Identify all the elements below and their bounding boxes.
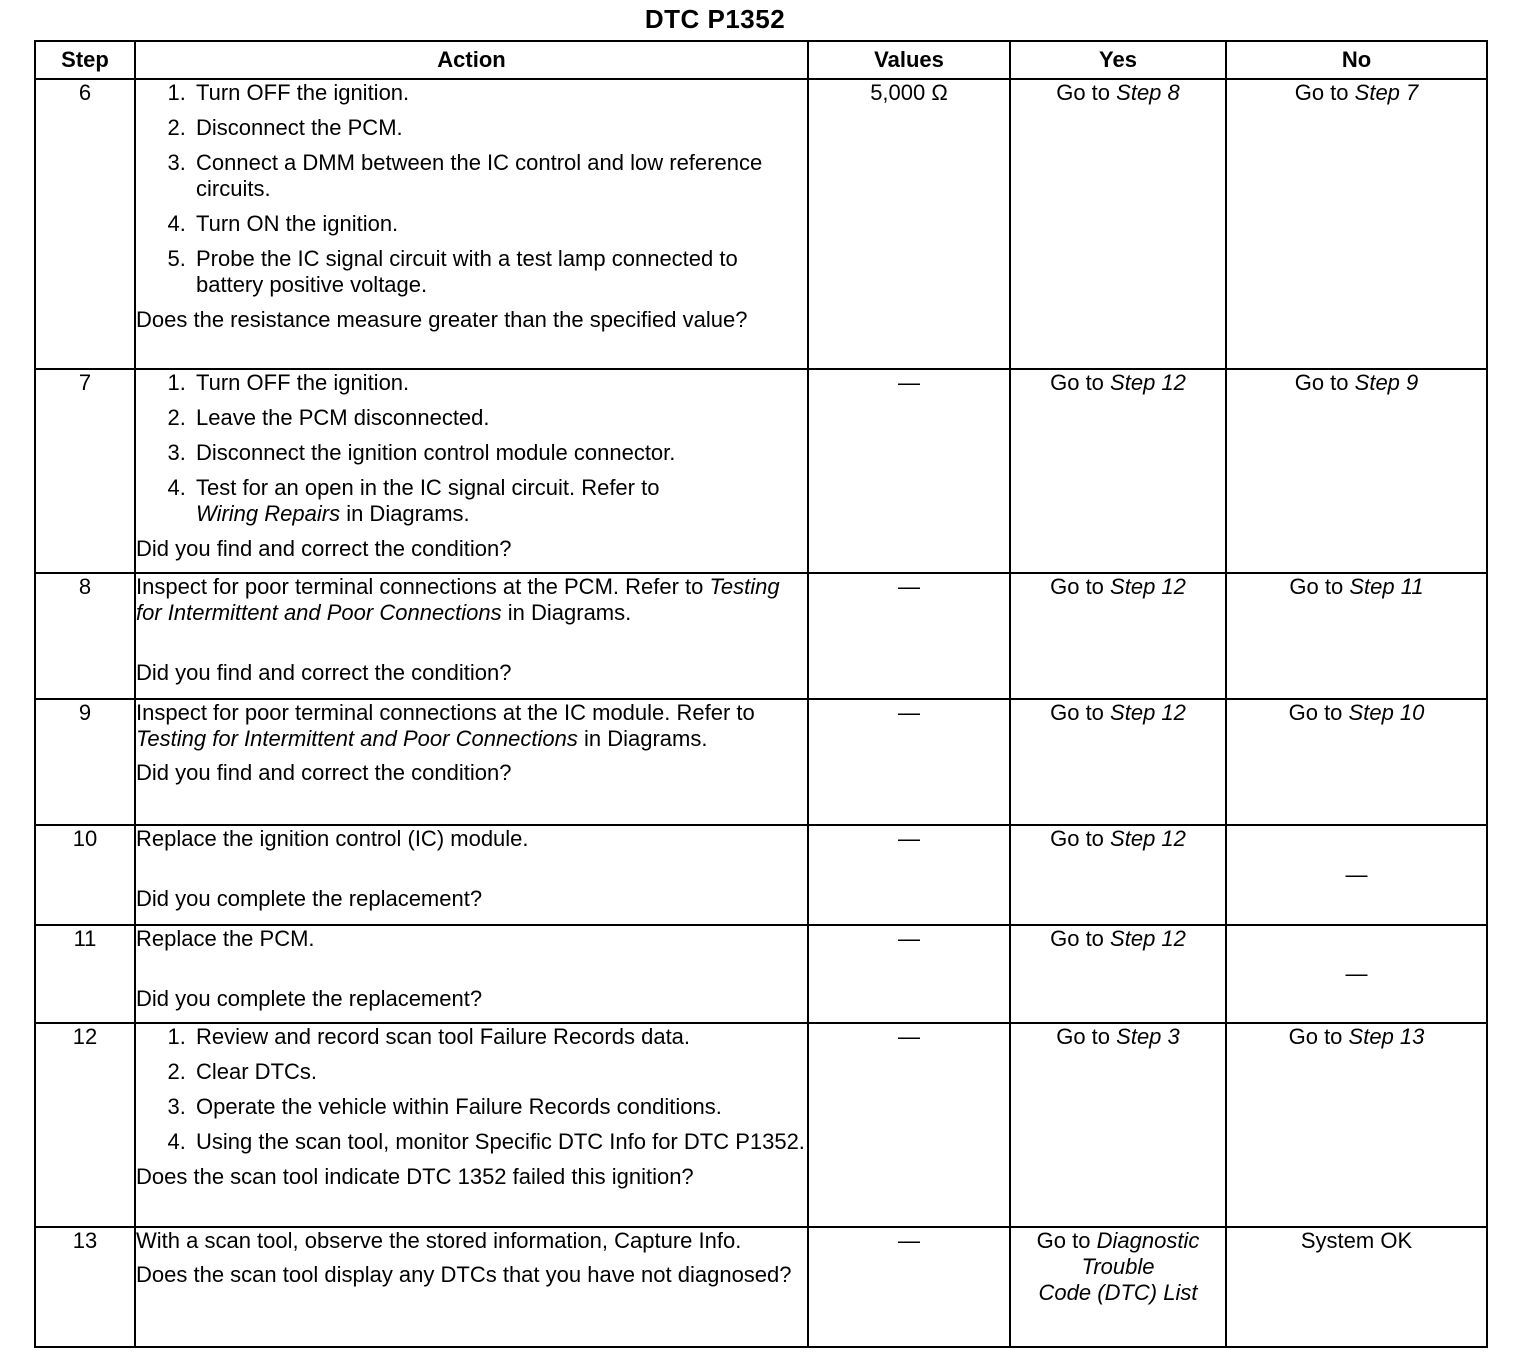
- action-cell: [135, 699, 808, 825]
- step-link[interactable]: Step 12: [1110, 370, 1186, 395]
- step-link[interactable]: Step 13: [1348, 1024, 1425, 1049]
- step-number: 11: [35, 925, 135, 1023]
- values-cell: —: [808, 369, 1010, 573]
- action-cell: [135, 1023, 808, 1227]
- table-row: [35, 573, 1487, 699]
- action-step: 3. Operate the vehicle within Failure Records conditions.: [192, 1094, 807, 1120]
- reference-title[interactable]: Testing for Intermittent and Poor Connections: [136, 574, 780, 625]
- step-number: 12: [35, 1023, 135, 1227]
- action-step: 1. Review and record scan tool Failure Records data.: [192, 1024, 807, 1050]
- header-step: Step: [35, 41, 135, 79]
- action-text: Replace the ignition control (IC) module.: [136, 826, 529, 851]
- no-cell: System OK: [1226, 1227, 1487, 1347]
- no-cell: —: [1226, 925, 1487, 1023]
- action-cell: [135, 573, 808, 699]
- action-step: 3. Disconnect the ignition control module connector.: [192, 440, 807, 466]
- action-question: Did you find and correct the condition?: [136, 660, 512, 685]
- values-cell: 5,000 Ω: [808, 79, 1010, 369]
- step-link[interactable]: Step 12: [1110, 574, 1186, 599]
- spacer: [136, 952, 807, 986]
- values-cell: —: [808, 699, 1010, 825]
- go-to-label: Go to: [1294, 80, 1349, 105]
- action-cell: [135, 1227, 808, 1347]
- action-question: Did you find and correct the condition?: [136, 760, 512, 785]
- go-to-label: Go to: [1050, 700, 1104, 725]
- action-step-text: Test for an open in the IC signal circuit. Refer to: [196, 475, 660, 500]
- go-to-label: Go to: [1050, 826, 1104, 851]
- table-row: [35, 369, 1487, 573]
- action-text-part: in Diagrams.: [501, 600, 632, 625]
- yes-cell: [1010, 1227, 1226, 1347]
- header-action: Action: [135, 41, 808, 79]
- table-row: [35, 825, 1487, 925]
- action-steps: [136, 80, 807, 298]
- action-question: Did you complete the replacement?: [136, 986, 483, 1011]
- step-link[interactable]: Step 12: [1110, 926, 1186, 951]
- step-number: 8: [35, 573, 135, 699]
- spacer: [136, 626, 807, 660]
- header-yes: Yes: [1010, 41, 1226, 79]
- yes-cell: [1010, 369, 1226, 573]
- yes-cell: [1010, 1023, 1226, 1227]
- step-link[interactable]: Step 11: [1349, 574, 1424, 599]
- step-number: 7: [35, 369, 135, 573]
- action-steps: [136, 1024, 807, 1155]
- reference-title[interactable]: Wiring Repairs: [196, 501, 341, 526]
- go-to-label: Go to: [1288, 1024, 1343, 1049]
- action-text-part: Inspect for poor terminal connections at the PCM. Refer to: [136, 574, 710, 599]
- action-step: 2. Clear DTCs.: [192, 1059, 807, 1085]
- no-cell: —: [1226, 825, 1487, 925]
- reference-title[interactable]: Testing for Intermittent and Poor Connections: [136, 726, 578, 751]
- go-to-label: Go to: [1288, 700, 1343, 725]
- values-cell: —: [808, 925, 1010, 1023]
- action-step: [192, 475, 807, 527]
- action-step: 1. Turn OFF the ignition.: [192, 370, 807, 396]
- yes-cell: [1010, 825, 1226, 925]
- go-to-label: Go to: [1050, 370, 1104, 395]
- action-step: 2. Disconnect the PCM.: [192, 115, 807, 141]
- yes-cell: [1010, 699, 1226, 825]
- no-cell: [1226, 573, 1487, 699]
- spacer: [136, 1254, 807, 1262]
- go-to-label: Go to: [1056, 1024, 1111, 1049]
- action-question: Did you complete the replacement?: [136, 886, 483, 911]
- action-question: Does the resistance measure greater than the specified value?: [136, 307, 748, 332]
- no-cell: [1226, 699, 1487, 825]
- action-step: 3. Connect a DMM between the IC control and low reference circuits.: [192, 150, 807, 202]
- step-number: 9: [35, 699, 135, 825]
- no-cell: [1226, 369, 1487, 573]
- go-to-label: Go to: [1036, 1228, 1091, 1253]
- action-question: Did you find and correct the condition?: [136, 536, 512, 561]
- action-text: [136, 574, 807, 626]
- values-cell: —: [808, 573, 1010, 699]
- go-to-label: Go to: [1050, 926, 1104, 951]
- yes-cell: [1010, 573, 1226, 699]
- spacer: [136, 852, 807, 886]
- header-values: Values: [808, 41, 1010, 79]
- values-cell: —: [808, 825, 1010, 925]
- go-to-label: Go to: [1050, 574, 1104, 599]
- values-cell: —: [808, 1227, 1010, 1347]
- table-row: [35, 79, 1487, 369]
- reference-tail: in Diagrams.: [340, 501, 470, 526]
- action-steps: [136, 370, 807, 527]
- table-row: [35, 1227, 1487, 1347]
- action-text: Replace the PCM.: [136, 926, 315, 951]
- action-cell: [135, 369, 808, 573]
- action-question: Does the scan tool indicate DTC 1352 failed this ignition?: [136, 1164, 694, 1189]
- reference-link[interactable]: Trouble: [1081, 1254, 1155, 1279]
- step-link[interactable]: Step 9: [1354, 370, 1419, 395]
- table-row: [35, 925, 1487, 1023]
- action-step: 2. Leave the PCM disconnected.: [192, 405, 807, 431]
- no-cell: [1226, 79, 1487, 369]
- action-text: [136, 700, 807, 752]
- header-no: No: [1226, 41, 1487, 79]
- go-to-label: Go to: [1056, 80, 1111, 105]
- step-number: 13: [35, 1227, 135, 1347]
- table-row: [35, 1023, 1487, 1227]
- step-link[interactable]: Step 8: [1116, 80, 1180, 105]
- action-text-part: Inspect for poor terminal connections at the IC module. Refer to: [136, 700, 755, 725]
- table-header-row: [35, 41, 1487, 79]
- go-to-label: Go to: [1289, 574, 1344, 599]
- go-to-label: Go to: [1294, 370, 1349, 395]
- action-cell: [135, 825, 808, 925]
- step-link[interactable]: Step 3: [1116, 1024, 1180, 1049]
- step-link[interactable]: Step 12: [1110, 826, 1186, 851]
- step-number: 6: [35, 79, 135, 369]
- step-link[interactable]: Step 12: [1110, 700, 1186, 725]
- values-cell: —: [808, 1023, 1010, 1227]
- no-cell: [1226, 1023, 1487, 1227]
- action-cell: [135, 925, 808, 1023]
- action-question: Does the scan tool display any DTCs that you have not diagnosed?: [136, 1262, 792, 1287]
- step-number: 10: [35, 825, 135, 925]
- yes-cell: [1010, 79, 1226, 369]
- action-step: 5. Probe the IC signal circuit with a test lamp connected to battery positive voltage.: [192, 246, 807, 298]
- yes-cell: [1010, 925, 1226, 1023]
- action-step: 4. Turn ON the ignition.: [192, 211, 807, 237]
- dtc-table: [34, 40, 1488, 1348]
- page-title: DTC P1352: [644, 4, 786, 34]
- step-link[interactable]: Step 7: [1354, 80, 1419, 105]
- action-step: 4. Using the scan tool, monitor Specific DTC Info for DTC P1352.: [192, 1129, 807, 1155]
- action-text: With a scan tool, observe the stored information, Capture Info.: [136, 1228, 742, 1253]
- spacer: [136, 752, 807, 760]
- action-step: 1. Turn OFF the ignition.: [192, 80, 807, 106]
- reference-link[interactable]: Code (DTC) List: [1038, 1280, 1198, 1305]
- action-text-part: in Diagrams.: [577, 726, 708, 751]
- action-cell: [135, 79, 808, 369]
- step-link[interactable]: Step 10: [1348, 700, 1425, 725]
- reference-link[interactable]: Diagnostic: [1096, 1228, 1200, 1253]
- table-row: [35, 699, 1487, 825]
